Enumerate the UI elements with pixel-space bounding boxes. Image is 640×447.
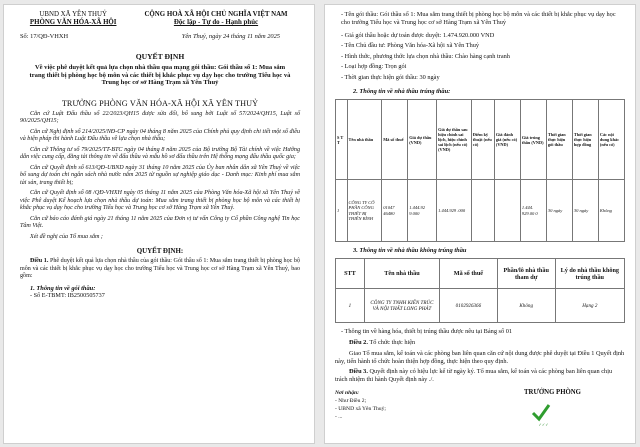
doc-date: Yên Thuỷ, ngày 24 tháng 11 năm 2025 [181,33,280,40]
basis-2: Căn cứ Nghị định số 214/2025/NĐ-CP ngày 04 tháng 8 năm 2025 của Chính phủ quy định chi tiết một số điều và biện pháp thi hành Luật Đấu thầu về lựa chọn nhà thầu; [20,128,300,143]
package-name: - Tên gói thầu: Gói thầu số 1: Mua sắm trang thiết bị phòng học bộ môn và các thiết bị khắc phục vụ dạy học cho trường Tiểu học và Trung học cơ sở Hàng Trạm xã Yên Thuỷ [341,11,616,26]
issuing-authority: TRƯỞNG PHÒNG VĂN HÓA-XÃ HỘI XÃ YÊN THUỶ [61,98,259,108]
article-2: Điều 2. Tổ chức thực hiện [349,339,416,347]
basis-3: Căn cứ Thông tư số 79/2025/TT-BTC ngày 04 tháng 8 năm 2025 của Bộ trưởng Bộ Tài chính về việc Hướng dẫn việc cung cấp, đăng tải thông tin về đấu thầu và mẫu hồ sơ đấu thầu trên Hệ thống mạng đấu thầu quốc gia; [20,146,300,161]
recipients: Nơi nhận: - Như Điều 2; - UBND xã Yên Thuỷ; - ... [335,390,386,421]
decision-subject: Về việc phê duyệt kết quả lựa chọn nhà thầu qua mạng gói thầu: Gói thầu số 1: Mua sắm trang thiết bị phòng học bộ môn và các thiết bị khắc phục vụ dạy học cho trường Tiểu học và Trung học cơ sở Hàng Trạm xã Yên Thuỷ [29,64,291,87]
document-page-left [3,4,315,444]
doc-number: Số: 17/QĐ-VHXH [20,33,69,40]
etbmt-number: - Số E-TBMT: IB2500505737 [30,291,105,299]
digital-signature-stamp [527,400,579,434]
nation-line-2: Độc lập - Tự do - Hạnh phúc [173,19,259,26]
winners-heading: 2. Thông tin về nhà thầu trúng thầu: [353,88,451,96]
col-package-time: Thời gian thực hiện gói thầu [546,100,572,180]
contract-type: - Loại hợp đồng: Trọn gói [341,63,407,71]
package-duration: - Thời gian thực hiện gói thầu: 30 ngày [341,73,440,81]
package-owner: - Tên Chủ đầu tư: Phòng Văn hóa-Xã hội xã Yên Thuỷ [341,42,480,50]
article-2-body: Giao Tổ mua sắm, kế toán và các phòng ban liên quan căn cứ nội dung được phê duyệt tại Điều 1 Quyết định này, tiến hành tổ chức hoàn thiện hợp đồng, thực hiện theo quy định. [335,349,625,365]
signer-title: TRƯỞNG PHÒNG [524,389,581,397]
org-line-2: PHÒNG VĂN HÓA-XÃ HỘI [29,19,117,26]
signature-block [335,389,625,434]
request-line: Xét đề nghị của Tổ mua sắm ; [30,233,103,240]
decides-label: QUYẾT ĐỊNH: [136,248,184,256]
section-1-heading: 1. Thông tin về gói thầu: [30,284,96,292]
col-bidder: Tên nhà thầu [347,100,382,180]
goods-note: - Thông tin về hàng hóa, thiết bị trúng thầu được nêu tại Bảng số 01 [341,328,513,336]
basis-6: Căn cứ báo cáo đánh giá ngày 21 tháng 11 năm 2025 của Đơn vị tư vấn Công ty Cổ phần Công nghệ Tin học Tâm Việt. [20,215,300,230]
col-adjusted-price: Giá dự thầu sau hiệu chỉnh sai lệch, hiệu chỉnh sai lệch (nếu có) (VND) [437,100,472,180]
basis-4: Căn cứ Quyết định số 613/QĐ-UBND ngày 31 tháng 10 năm 2025 của Ủy ban nhân dân xã Yên Thuỷ về việc bổ sung dự toán chi ngân sách nhà nước năm 2025 từ nguồn sự nghiệp giáo dục - Danh mục: Kinh phí mua sắm tài sản, trang thiết bị; [20,164,300,186]
article-1: Điều 1. Phê duyệt kết quả lựa chọn nhà thầu của gói thầu: Gói thầu số 1: Mua sắm trang thiết bị phòng học bộ môn và các thiết bị khắc phục vụ dạy học cho trường Tiểu học và Trung học cơ sở Hàng Trạm xã Yên Thuỷ, bao gồm: [20,258,300,280]
document-header [20,11,300,27]
decision-title: QUYẾT ĐỊNH [135,52,185,61]
checkmark-icon [531,402,551,422]
col-other: Các nội dung khác (nếu có) [598,100,624,180]
table-header-row: STT Tên nhà thầu Mã số thuế Phần/lô nhà thầu tham dự Lý do nhà thầu không trúng thầu [336,259,625,289]
signature-mark: ✓✓✓ [538,422,549,428]
col-tax: Mã số thuế [382,100,408,180]
selection-method: - Hình thức, phương thức lựa chọn nhà thầu: Chào hàng cạnh tranh [341,52,510,60]
nation-line-1: CỘNG HOÀ XÃ HỘI CHỦ NGHĨA VIỆT NAM [144,11,288,18]
col-contract-time: Thời gian thực hiện hợp đồng [572,100,598,180]
table-row: 1 CÔNG TY CỔ PHẦN CÔNG THIẾT BỊ THIÊN BÌNH 01047 46480 1.444.92 9.000 1.444.929 .000 1.444. 929.00 0 30 ngày 30 ngày Không [336,180,625,242]
org-line-1: UBND XÃ YÊN THUỶ [39,11,107,18]
table-row: 1 CÔNG TY TNHH KIẾN TRÚC VÀ NỘI THẤT LONG PHÁT 0102926366 Không Hạng 2 [336,289,625,323]
col-tech-score: Điểm kỹ thuật (nếu có) [471,100,494,180]
losers-table [335,258,625,323]
col-stt: S T T [336,100,348,180]
basis-1: Căn cứ Luật Đấu thầu số 22/2023/QH15 được sửa đổi, bổ sung bởi Luật số 57/2024/QH15, Luật số 90/2025/QH15; [20,110,300,125]
article-3: Điều 3. Quyết định này có hiệu lực kể từ ngày ký. Tổ mua sắm, kế toán và các phòng ban liên quan chịu trách nhiệm thi hành Quyết định này ./. [335,368,613,384]
col-bid-price: Giá dự thầu (VND) [408,100,437,180]
winners-table [335,99,625,242]
table-header-row [336,100,625,180]
losers-heading: 3. Thông tin về nhà thầu không trúng thầu [353,247,467,255]
basis-5: Căn cứ Quyết định số 08 /QĐ-VHXH ngày 05 tháng 11 năm 2025 của Phòng Văn hóa-Xã hội xã Yên Thuỷ về việc Phê duyệt Kế hoạch lựa chọn nhà thầu dự toán: Mua sắm trang thiết bị phòng học bộ môn và các thiết bị khắc phục vụ dạy học cho trường Tiểu học và Trung học cơ sở Hàng Trạm xã Yên Thuỷ. [20,190,300,212]
col-eval-price: Giá đánh giá (nếu có) (VND) [494,100,520,180]
package-price: - Giá gói thầu hoặc dự toán được duyệt: 1.474.920.000 VND [341,32,495,39]
col-award-price: Giá trúng thầu (VND) [520,100,546,180]
document-page-right [324,4,636,444]
